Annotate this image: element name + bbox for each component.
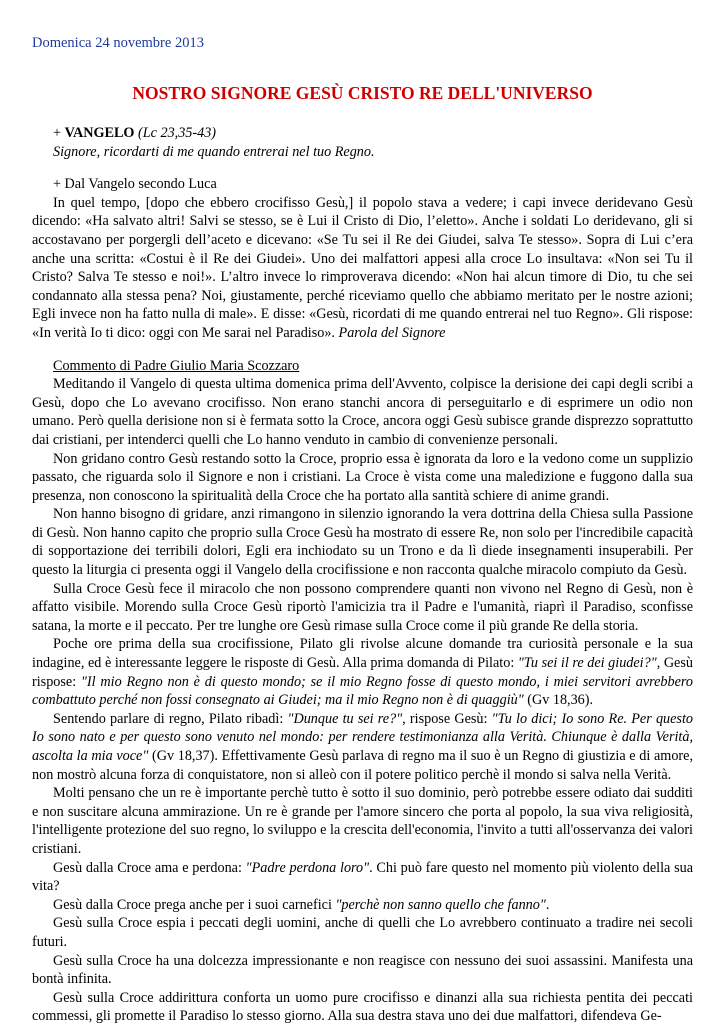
- gospel-closing: Parola del Signore: [338, 324, 446, 341]
- commentary-paragraph-7: Molti pensano che un re è importante perchè tutto è sotto il suo dominio, però potrebbe essere odiato dai sudditi e non suscitare alcuna ammirazione. Un re è grande per l'amore sincero che porta al popolo, la sua viva religiosità, l'intelligente protezione del suo regno, lo sviluppo e la crescita dell'economia, l'invito a tutti all'osservanza dei valori cristiani.: [32, 785, 693, 857]
- commentary-paragraph-12: Gesù sulla Croce addirittura conforta un uomo pure crocifisso e dinanzi alla sua richiesta pentita dei peccati commessi, gli promette il Paradiso lo stesso giorno. Alla sua destra stava uno dei due malfattori, difendeva Ge-: [32, 989, 693, 1025]
- gospel-plus: +: [53, 125, 65, 141]
- commentary-paragraph-5: [32, 635, 693, 709]
- commentary-section: [32, 357, 693, 1026]
- p9-text-b: .: [545, 896, 550, 913]
- p9-text-a: Gesù dalla Croce prega anche per i suoi carnefici: [53, 896, 336, 913]
- p8-text-a: Gesù dalla Croce ama e perdona:: [53, 859, 246, 876]
- gospel-reference: (Lc 23,35-43): [138, 125, 217, 141]
- p5-quote-2: "Il mio Regno non è di questo mondo; se il mio Regno fosse di questo mondo, i miei servitori avrebbero combattuto perché non fossi consegnato ai Giudei; ma il mio Regno non è di quaggiù": [32, 673, 693, 709]
- gospel-label: VANGELO: [64, 125, 135, 141]
- commentary-paragraph-11: Gesù sulla Croce ha una dolcezza impressionante e non reagisce con nessuno dei suoi assassini. Manifesta una bontà infinita.: [32, 952, 693, 988]
- commentary-paragraph-9: [32, 896, 693, 915]
- gospel-text: [32, 194, 693, 343]
- commentary-paragraph-4: Sulla Croce Gesù fece il miracolo che non possono comprendere quanti non vivono nel Regno di Gesù, non è affatto visibile. Morendo sulla Croce Gesù riportò l'amicizia tra il Padre e l'umanità, riaprì il Paradiso, sconfisse satana, la morte e il peccato. Per tre lunghe ore Gesù rimase sulla Croce come il più grande Re della storia.: [32, 580, 693, 634]
- commentary-title: Commento di Padre Giulio Maria Scozzaro: [53, 357, 300, 374]
- p6-text-b: , rispose Gesù:: [402, 710, 492, 727]
- p6-quote-2: "Tu lo dici; Io sono Re. Per questo Io sono nato e per questo sono venuto nel mondo: per rendere testimonianza alla Verità. Chiunque è dalla Verità, ascolta la mia voce": [32, 710, 693, 764]
- p6-quote-1: "Dunque tu sei re?": [287, 710, 403, 727]
- p9-quote: "perchè non sanno quello che fanno": [335, 896, 546, 913]
- p6-text-c: (Gv 18,37). Effettivamente Gesù parlava di regno ma il suo è un Regno di giustizia e di amore, non mostrò alcuna forza di conquistatore, non si alleò con il potere politico perchè il mondo si salva nella Verità.: [32, 748, 693, 783]
- page-title: NOSTRO SIGNORE GESÙ CRISTO RE DELL'UNIVERSO: [132, 83, 593, 103]
- gospel-section: [32, 124, 693, 343]
- p6-text-a: Sentendo parlare di regno, Pilato ribadì:: [53, 710, 288, 727]
- p8-quote: "Padre perdona loro": [245, 859, 370, 876]
- p5-text-a: Poche ore prima della sua crocifissione, Pilato gli rivolse alcune domande tra curiosità personale e la sua indagine, ed è interessante leggere le risposte di Gesù. Alla prima domanda di Pilato:: [32, 636, 693, 672]
- p8-text-b: . Chi può fare questo nel momento più violento della sua vita?: [32, 859, 693, 895]
- commentary-paragraph-2: Non gridano contro Gesù restando sotto la Croce, proprio essa è ignorata da loro e la vedono come un supplizio passato, che riguarda solo il Signore e non i cristiani. La Croce è vista come una maledizione e fuggono dalla sua presenza, non conoscono la spiritualità della Croce che ha portato alla santità schiere di anime grandi.: [32, 450, 693, 504]
- gospel-source: + Dal Vangelo secondo Luca: [53, 176, 217, 193]
- commentary-paragraph-8: [32, 859, 693, 896]
- gospel-body: In quel tempo, [dopo che ebbero crocifisso Gesù,] il popolo stava a vedere; i capi invece deridevano Gesù dicendo: «Ha salvato altri! Salvi se stesso, se è Lui il Cristo di Dio, l’eletto». Anche i soldati Lo deridevano, gli si accostavano per porgergli dell’aceto e dicevano: «Se Tu sei il Re dei Giudei, salva Te stesso». Sopra di Lui c’era anche una scritta: «Costui è il Re dei Giudei». Uno dei malfattori appesi alla croce Lo insultava: «Non sei Tu il Cristo? Salva Te stesso e noi!». L’altro invece lo rimproverava dicendo: «Non hai alcun timore di Dio, tu che sei condannato alla stessa pena? Noi, giustamente, perché riceviamo quello che abbiamo meritato per le nostre azioni; Egli invece non ha fatto nulla di male». E disse: «Gesù, ricordati di me quando entrerai nel tuo Regno». Gli rispose: «In verità Io ti dico: oggi con Me sarai nel Paradiso».: [32, 194, 693, 341]
- p5-quote-1: "Tu sei il re dei giudei?": [517, 655, 657, 672]
- p5-text-c: (Gv 18,36).: [523, 692, 594, 709]
- gospel-antiphon: Signore, ricordarti di me quando entrerai nel tuo Regno.: [53, 143, 375, 160]
- gospel-heading: [32, 124, 693, 143]
- commentary-paragraph-3: Non hanno bisogno di gridare, anzi rimangono in silenzio ignorando la vera dottrina della Chiesa sulla Passione di Gesù. Non hanno capito che proprio sulla Croce Gesù ha mostrato di essere Re, non solo per l'incredibile capacità di sopportazione dei terribili dolori, Egli era inchiodato su un Trono e da lì diede insegnamenti insuperabili. Per questo la liturgia ci presenta oggi il Vangelo della crocifissione e non racconta qualche miracolo compiuto da Gesù.: [32, 506, 693, 579]
- commentary-paragraph-10: Gesù sulla Croce espia i peccati degli uomini, anche di quelli che Lo avrebbero continuato a tradire nei secoli futuri.: [32, 915, 693, 950]
- p5-text-b: , Gesù rispose:: [32, 655, 693, 690]
- commentary-paragraph-6: [32, 710, 693, 784]
- date-line: Domenica 24 novembre 2013: [32, 35, 204, 51]
- commentary-paragraph-1: Meditando il Vangelo di questa ultima domenica prima dell'Avvento, colpisce la derisione dei capi degli scribi a Gesù, dopo che Lo avevano crocifisso. Non erano stanchi ancora di perseguitarlo e di esprimere un odio non umano. Però quella derisione non si è fermata sotto la Croce, ancora oggi Gesù subisce grande disprezzo soprattutto dai cristiani, per intenderci quelli che Lo hanno venduto in cambio di convenienze personali.: [32, 376, 693, 448]
